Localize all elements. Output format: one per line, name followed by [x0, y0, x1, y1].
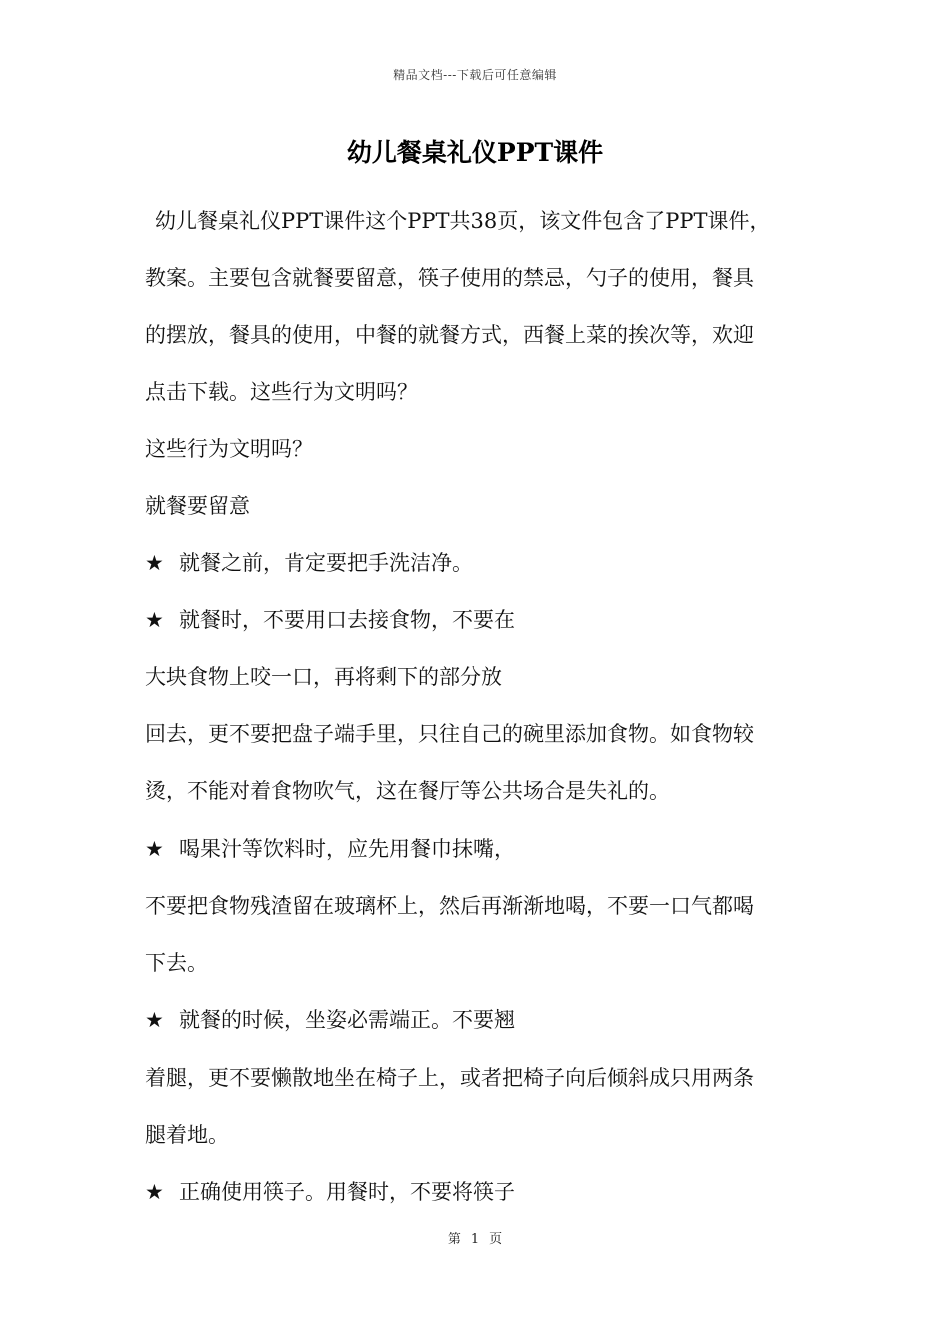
bullet-item: [145, 834, 515, 864]
star-icon: ★: [145, 551, 164, 575]
paragraph-line: 幼儿餐桌礼仪PPT课件这个PPT共38页，该文件包含了PPT课件，: [155, 209, 771, 233]
paragraph-line: 回去，更不要把盘子端手里，只往自己的碗里添加食物。如食物较: [145, 722, 754, 746]
bullet-text: 正确使用筷子。用餐时，不要将筷子: [179, 1180, 515, 1204]
bullet-text: 就餐的时候，坐姿必需端正。不要翘: [179, 1008, 515, 1032]
bullet-item: [145, 1005, 515, 1035]
page-header: 精品文档---下载后可任意编辑: [393, 68, 557, 82]
paragraph-line: 教案。主要包含就餐要留意，筷子使用的禁忌，勺子的使用，餐具: [145, 266, 754, 290]
star-icon: ★: [145, 1180, 164, 1204]
bullet-item: [145, 605, 515, 635]
paragraph-line: 的摆放，餐具的使用，中餐的就餐方式，西餐上菜的挨次等，欢迎: [145, 323, 754, 347]
paragraph-line: 大块食物上咬一口，再将剩下的部分放: [145, 665, 502, 689]
bullet-text: 就餐时，不要用口去接食物，不要在: [179, 608, 515, 632]
bullet-text: 就餐之前，肯定要把手洗洁净。: [179, 551, 473, 575]
page-number: 1: [470, 1232, 480, 1247]
bullet-item: [145, 548, 473, 578]
star-icon: ★: [145, 837, 164, 861]
paragraph-line: 腿着地。: [145, 1123, 229, 1147]
paragraph-line: 这些行为文明吗？: [145, 437, 313, 461]
footer-suffix: 页: [489, 1232, 503, 1247]
paragraph-line: 烫，不能对着食物吹气，这在餐厅等公共场合是失礼的。: [145, 779, 670, 803]
star-icon: ★: [145, 1008, 164, 1032]
page-footer: [0, 1228, 950, 1247]
paragraph-line: 点击下载。这些行为文明吗？: [145, 380, 418, 404]
bullet-item: [145, 1177, 515, 1207]
paragraph-line: 不要把食物残渣留在玻璃杯上，然后再渐渐地喝，不要一口气都喝: [145, 894, 754, 918]
bullet-text: 喝果汁等饮料时，应先用餐巾抹嘴，: [179, 837, 515, 861]
paragraph-line: 着腿，更不要懒散地坐在椅子上，或者把椅子向后倾斜成只用两条: [145, 1066, 754, 1090]
section-heading: 就餐要留意: [145, 494, 250, 518]
footer-prefix: 第: [447, 1232, 461, 1247]
paragraph-line: 下去。: [145, 951, 208, 975]
star-icon: ★: [145, 608, 164, 632]
document-title: 幼儿餐桌礼仪PPT课件: [346, 138, 604, 167]
